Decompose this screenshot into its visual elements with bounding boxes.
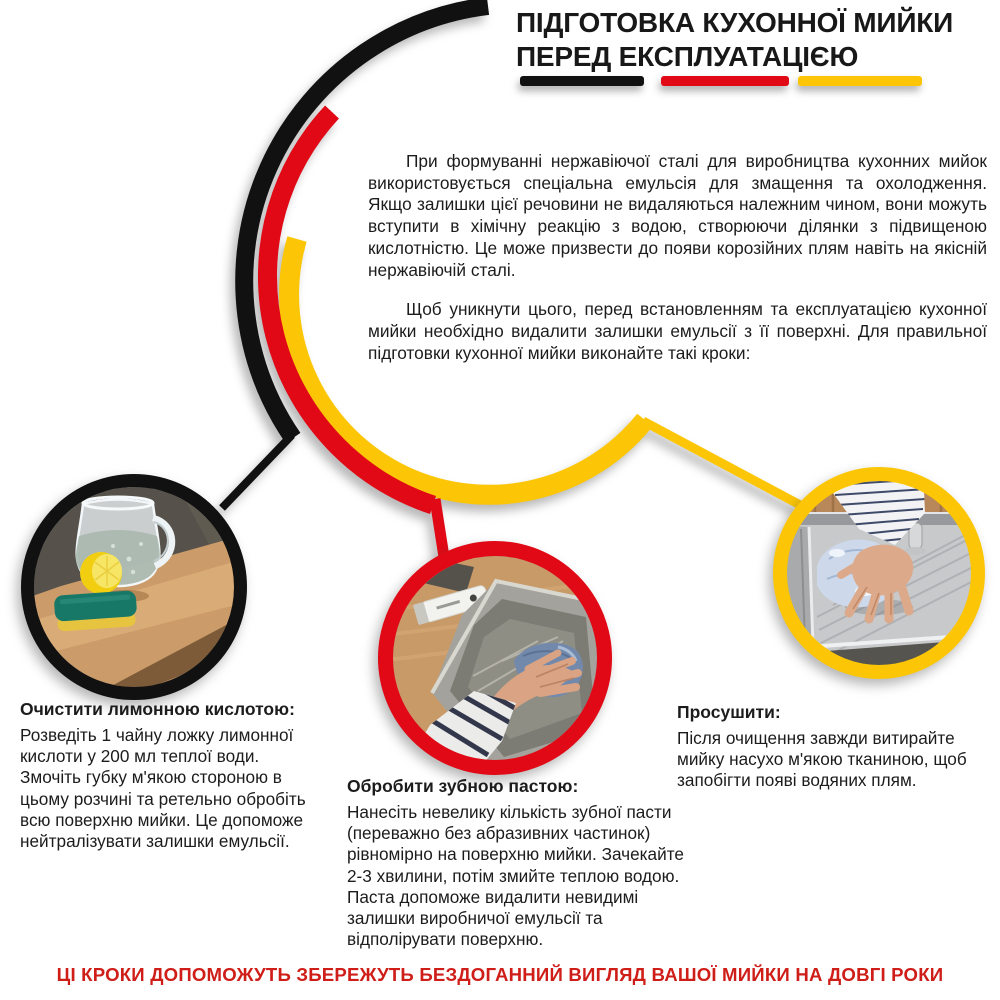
divider-bar-black: [520, 76, 644, 86]
step-toothpaste: [347, 776, 689, 950]
sponge: [54, 590, 138, 632]
divider-bar-red: [661, 76, 789, 86]
step-lemon-acid-body: Розведіть 1 чайну ложку лимонної кислоти у 200 мл теплої води. Змочіть губку м'якою стороною в цьому розчині та ретельно обробіть всю поверхню мийки. Це допоможе нейтралізувати залишки емульсії.: [20, 725, 306, 852]
page-title-line1: ПІДГОТОВКА КУХОННОЇ МИЙКИ: [516, 7, 954, 38]
intro-paragraph-2: Щоб уникнути цього, перед встановленням та експлуатацією кухонної мийки необхідно видалити залишки емульсії з її поверхні. Для правильної підготовки кухонної мийки виконайте такі кроки:: [368, 299, 987, 363]
intro-text: [368, 151, 987, 364]
divider-bar-yellow: [798, 76, 922, 86]
step-lemon-acid: [20, 699, 322, 852]
lemon-half: [80, 552, 122, 594]
footer-slogan: ЦІ КРОКИ ДОПОМОЖУТЬ ЗБЕРЕЖУТЬ БЕЗДОГАННИЙ ВИГЛЯД ВАШОЇ МИЙКИ НА ДОВГІ РОКИ: [56, 964, 944, 985]
step-toothpaste-body: Нанесіть невелику кількість зубної пасти (переважно без абразивних частинок) рівномірно на поверхню мийки. Зачекайте 2-3 хвилини, потім змийте теплою водою. Паста допоможе видалити невидимі залишки виробничої емульсії та відполірувати поверхню.: [347, 802, 684, 950]
title-divider-bars: [520, 76, 922, 86]
step-dry-title: Просушити:: [677, 702, 781, 722]
photo-lemon-acid: [21, 474, 247, 700]
step-toothpaste-title: Обробити зубною пастою:: [347, 776, 579, 796]
page-title: [516, 6, 953, 74]
photo-toothpaste-clean: [378, 541, 612, 775]
step-dry-body: Після очищення завжди витирайте мийку насухо м'якою тканиною, щоб запобігти появі водяних плям.: [677, 728, 967, 791]
step-lemon-acid-title: Очистити лимонною кислотою:: [20, 699, 295, 719]
page-title-line2: ПЕРЕД ЕКСПЛУАТАЦІЄЮ: [516, 41, 859, 72]
intro-paragraph-1: При формуванні нержавіючої сталі для виробництва кухонних мийок використовується спеціальна емульсія для змащення та охолодження. Якщо залишки цієї речовини не видаляються належним чином, вони можуть вступити в хімічну реакцію з водою, створюючи ділянки з підвищеною кислотністю. Це може призвести до появи корозійних плям навіть на якісній нержавіючій сталі.: [368, 151, 987, 280]
photo-dry-sink: [773, 467, 985, 679]
step-dry: [677, 702, 997, 792]
